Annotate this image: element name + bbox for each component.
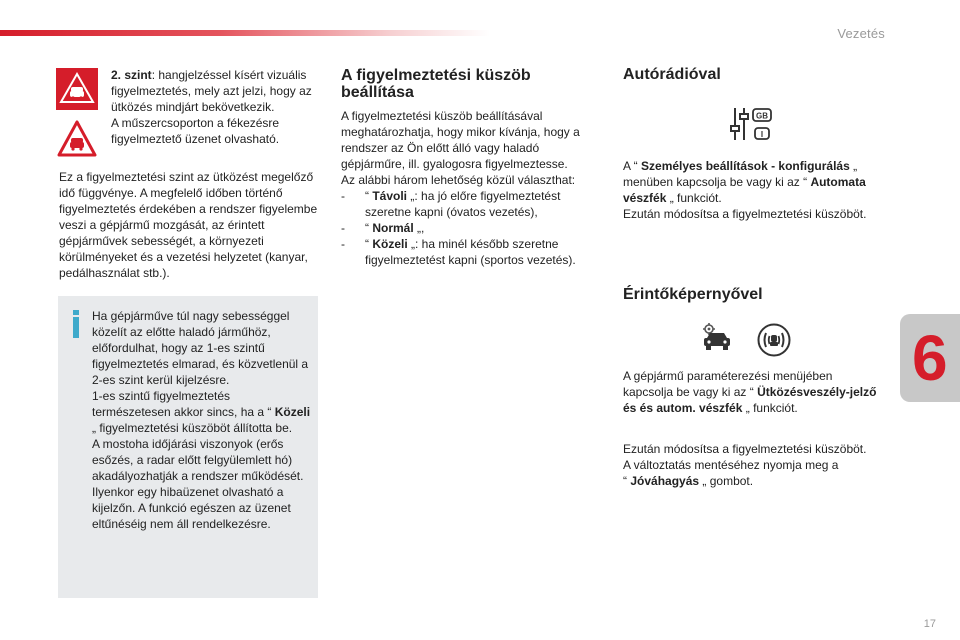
threshold-option-far: - “ Távoli „: ha jó előre figyelmeztetést szeretne kapni (óvatos vezetés), <box>341 189 561 219</box>
info-line3: A mostoha időjárási viszonyok (erős esőzés, a radar előtt felgyülemlett hó) akadályozhatják a rendszer működését. Ilyenkor egy hibaüzenet olvasható a kijelzőn. A funkció egészen az üzenet eltűnéséig nem áll rendelkezésre. <box>92 437 304 531</box>
collision-alert-red-icon <box>56 68 98 110</box>
touch-p3: A változtatás mentéséhez nyomja meg a <box>623 458 839 472</box>
chapter-tab <box>900 314 960 402</box>
info-line2-post: „ figyelmeztetési küszöböt állította be. <box>92 421 293 435</box>
level2-description <box>111 67 321 147</box>
level2-label: 2. szint <box>111 68 152 82</box>
car-settings-icon <box>700 322 734 354</box>
info-line1: Ha gépjárműve túl nagy sebességgel közelít az előtte haladó járműhöz, előfordulhat, hogy az 1-es szintű figyelmeztetés elmarad, és közvetlenül a 2-es szint kerül kijelzésre. <box>92 309 309 387</box>
settings-sliders-icon <box>730 106 778 142</box>
threshold-option-near: - “ Közeli „: ha minél később szeretne figyelmeztetést kapni (sportos vezetés). <box>341 237 576 267</box>
level2-text2: A műszercsoporton a fékezésre figyelmeztető üzenet olvasható. <box>111 116 280 146</box>
info-icon <box>70 310 82 338</box>
page-number: 17 <box>923 618 936 630</box>
info-line2-pre: 1-es szintű figyelmeztetés természetesen akkor sincs, ha a “ <box>92 389 275 419</box>
chapter-number: 6 <box>912 322 948 394</box>
radio-instructions: A “ Személyes beállítások - konfigurálás „ menüben kapcsolja be vagy ki az “ Automata vészfék „ funkciót. Ezután módosítsa a figyelmeztetési küszöböt. <box>623 159 867 221</box>
level2-text: : hangjelzéssel kísért vizuális figyelmeztetés, mely azt jelzi, hogy az ütközés mindjárt bekövetkezik. <box>111 68 312 114</box>
collision-alert-button-icon[interactable] <box>757 323 791 357</box>
i-label: I <box>760 130 764 139</box>
confirm-label: Jóváhagyás <box>630 474 700 488</box>
touch-p2: Ezután módosítsa a figyelmeztetési küszöböt. <box>623 442 867 456</box>
info-line2-bold: Közeli <box>274 405 311 419</box>
gb-label: GB <box>756 111 768 121</box>
threshold-options-list <box>341 188 586 268</box>
threshold-option-normal: - “ Normál „, <box>341 221 425 235</box>
info-text <box>92 308 312 532</box>
touchscreen-instructions: A gépjármű paraméterezési menüjében kapcsolja be vagy ki az “ Ütközésveszély-jelző és és autom. vészfék „ funkciót. <box>623 369 877 415</box>
info-box <box>58 296 318 598</box>
header-accent-bar <box>0 30 490 36</box>
touchscreen-instructions-2: Ezután módosítsa a figyelmeztetési küszöböt. A változtatás mentéséhez nyomja meg a “ Jóváhagyás „ gombot. <box>623 442 867 488</box>
warning-timing-paragraph: Ez a figyelmeztetési szint az ütközést megelőző idő függvénye. A megfelelő időben történő figyelmeztetés érdekében a rendszer figyelembe veszi a gépjármű mozgását, az érintett gépjárművek sebességét, a környezeti körülményeket és a vezetési helyzetet (kanyar, pedálhasználat stb.). <box>59 170 318 280</box>
radio-p2: Ezután módosítsa a figyelmeztetési küszöböt. <box>623 207 867 221</box>
threshold-intro: A figyelmeztetési küszöb beállításával meghatározhatja, hogy mikor kívánja, hogy a rendszer az Ön előtt álló vagy haladó gépjárműre, ill. gyalogosra figyelmeztesse. Az alábbi három lehetőség közül választhat: <box>341 109 580 187</box>
chapter-title: Vezetés <box>837 26 885 41</box>
touchscreen-heading: Érintőképernyővel <box>623 286 763 303</box>
threshold-heading: A figyelmeztetési küszöb beállítása <box>341 67 531 101</box>
brake-warning-icon <box>57 120 97 158</box>
radio-heading: Autórádióval <box>623 66 721 83</box>
